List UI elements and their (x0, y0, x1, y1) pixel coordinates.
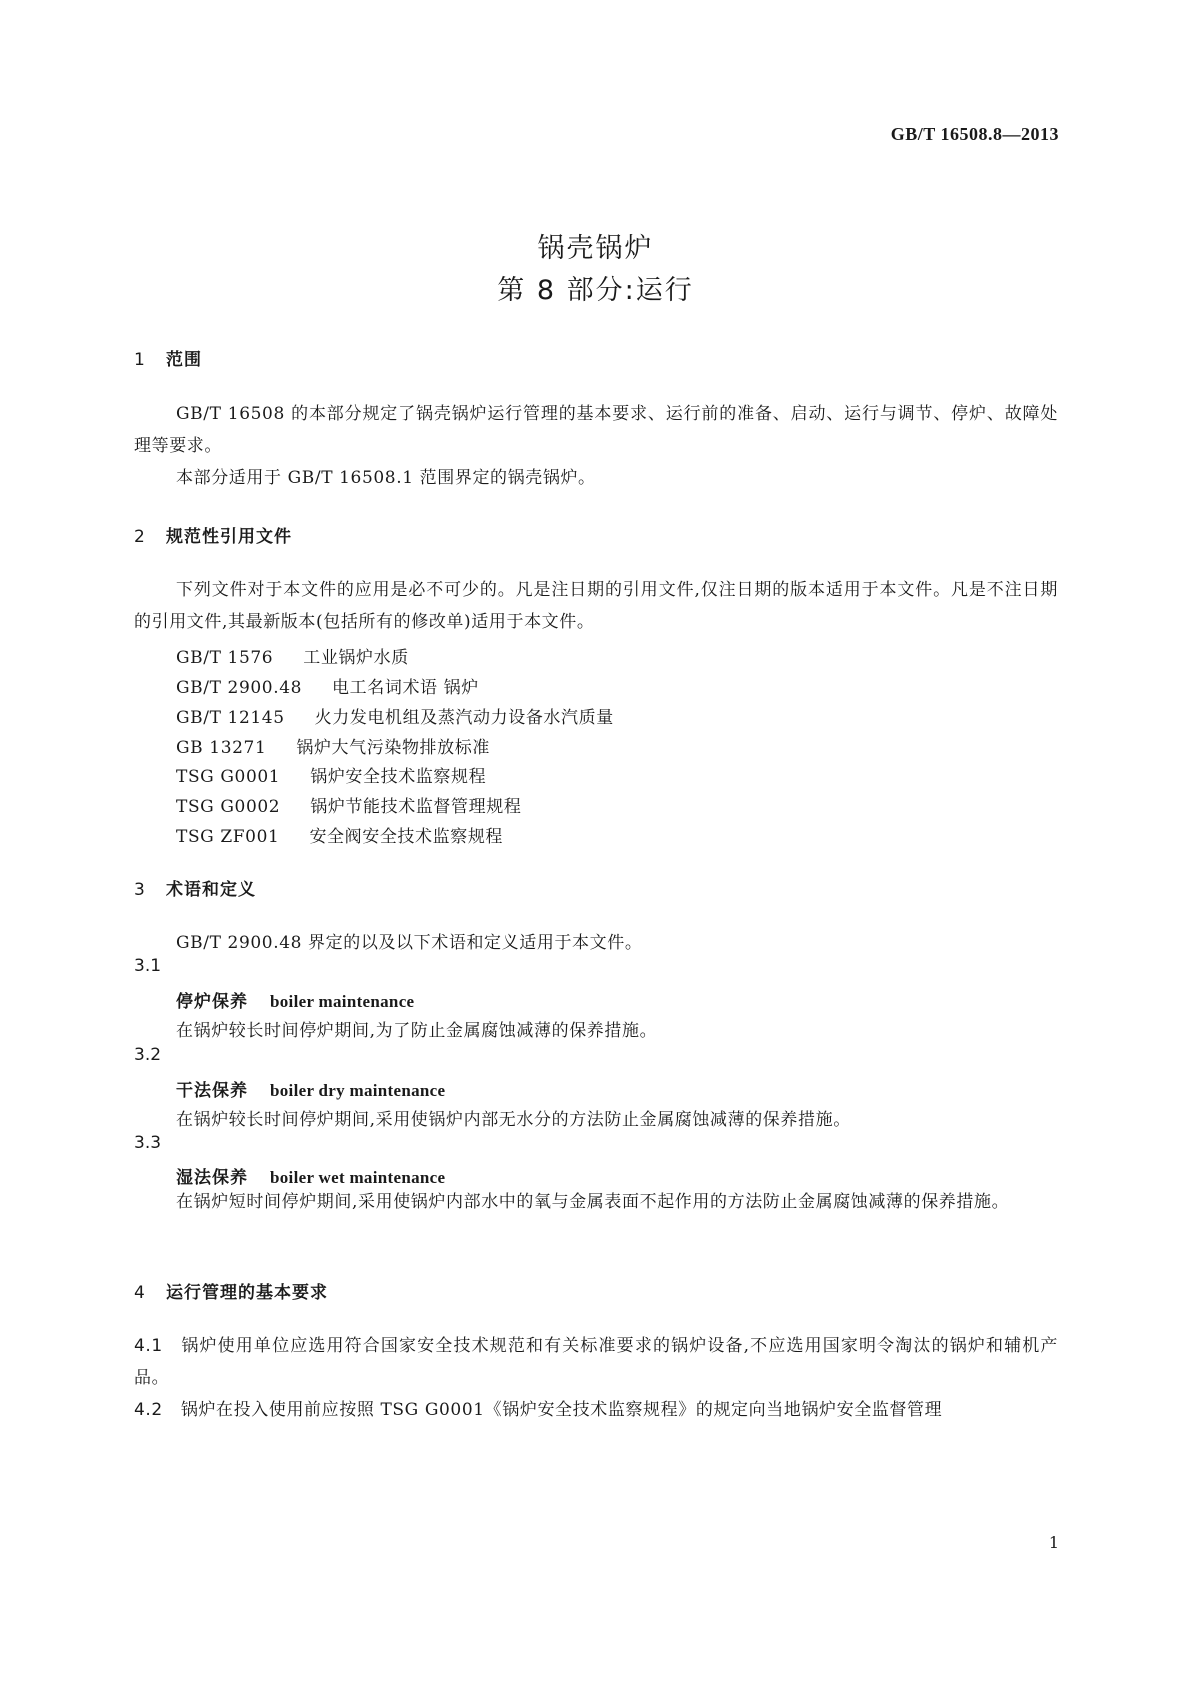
reference-code: GB 13271 (176, 738, 267, 758)
document-subtitle: 第 8 部分:运行 (497, 275, 694, 306)
standard-number: GB/T 16508.8—2013 (890, 124, 1059, 144)
clause-paragraph (134, 1330, 1058, 1394)
section-number: 4 (134, 1283, 146, 1303)
term-number: 3.1 (134, 956, 162, 976)
term-number: 3.2 (134, 1045, 162, 1065)
term-heading (176, 1163, 445, 1188)
paragraph: 本部分适用于 GB/T 16508.1 范围界定的锅壳锅炉。 (176, 468, 596, 488)
term-heading (176, 987, 414, 1012)
section-number: 2 (134, 527, 146, 547)
reference-code: GB/T 2900.48 (176, 678, 303, 698)
term-english: boiler maintenance (270, 992, 415, 1011)
section-heading-normative-references (134, 522, 292, 547)
reference-name: 锅炉安全技术监察规程 (310, 767, 487, 787)
reference-item (176, 733, 490, 758)
reference-item (176, 643, 409, 668)
paragraph: GB/T 2900.48 界定的以及以下术语和定义适用于本文件。 (176, 933, 643, 953)
reference-name: 安全阀安全技术监察规程 (309, 827, 504, 847)
reference-code: GB/T 12145 (176, 708, 285, 728)
reference-item (176, 762, 486, 787)
term-heading (176, 1076, 445, 1101)
term-chinese: 湿法保养 (176, 1168, 248, 1188)
reference-item (176, 673, 479, 698)
term-english: boiler dry maintenance (270, 1081, 446, 1100)
reference-name: 电工名词术语 锅炉 (332, 678, 479, 698)
clause-text: 锅炉在投入使用前应按照 TSG G0001《锅炉安全技术监察规程》的规定向当地锅炉安全监督管理 (180, 1400, 943, 1420)
reference-code: TSG ZF001 (176, 827, 280, 847)
section-number: 1 (134, 350, 146, 370)
reference-code: TSG G0001 (176, 767, 281, 787)
paragraph: 下列文件对于本文件的应用是必不可少的。凡是注日期的引用文件,仅注日期的版本适用于本文件。凡是不注日期的引用文件,其最新版本(包括所有的修改单)适用于本文件。 (134, 580, 1058, 632)
clause-text: 锅炉使用单位应选用符合国家安全技术规范和有关标准要求的锅炉设备,不应选用国家明令淘汰的锅炉和辅机产品。 (134, 1336, 1058, 1388)
term-definition: 在锅炉短时间停炉期间,采用使锅炉内部水中的氧与金属表面不起作用的方法防止金属腐蚀减薄的保养措施。 (176, 1192, 1010, 1212)
section-title: 范围 (166, 350, 202, 370)
section-title: 运行管理的基本要求 (166, 1283, 328, 1303)
section-heading-scope (134, 345, 202, 370)
term-english: boiler wet maintenance (270, 1168, 446, 1187)
reference-code: TSG G0002 (176, 797, 281, 817)
term-definition: 在锅炉较长时间停炉期间,采用使锅炉内部无水分的方法防止金属腐蚀减薄的保养措施。 (176, 1110, 851, 1130)
section-title: 规范性引用文件 (166, 527, 292, 547)
section-heading-terms (134, 875, 256, 900)
term-definition: 在锅炉较长时间停炉期间,为了防止金属腐蚀减薄的保养措施。 (176, 1021, 658, 1041)
clause-number: 4.2 (134, 1400, 163, 1420)
reference-item (176, 822, 503, 847)
reference-name: 锅炉大气污染物排放标准 (296, 738, 490, 758)
document-title: 锅壳锅炉 (537, 233, 654, 264)
term-chinese: 停炉保养 (176, 992, 248, 1012)
term-number: 3.3 (134, 1133, 162, 1153)
reference-code: GB/T 1576 (176, 648, 274, 668)
page-number: 1 (1048, 1533, 1059, 1552)
reference-name: 锅炉节能技术监督管理规程 (310, 797, 522, 817)
paragraph: GB/T 16508 的本部分规定了锅壳锅炉运行管理的基本要求、运行前的准备、启动、运行与调节、停炉、故障处理等要求。 (134, 404, 1058, 456)
clause-paragraph (134, 1394, 1058, 1426)
section-number: 3 (134, 880, 146, 900)
reference-item (176, 703, 614, 728)
reference-name: 工业锅炉水质 (303, 648, 409, 668)
term-chinese: 干法保养 (176, 1081, 248, 1101)
clause-number: 4.1 (134, 1336, 163, 1356)
section-title: 术语和定义 (166, 880, 256, 900)
reference-name: 火力发电机组及蒸汽动力设备水汽质量 (314, 708, 614, 728)
section-heading-basic-requirements (134, 1278, 328, 1303)
reference-item (176, 792, 521, 817)
